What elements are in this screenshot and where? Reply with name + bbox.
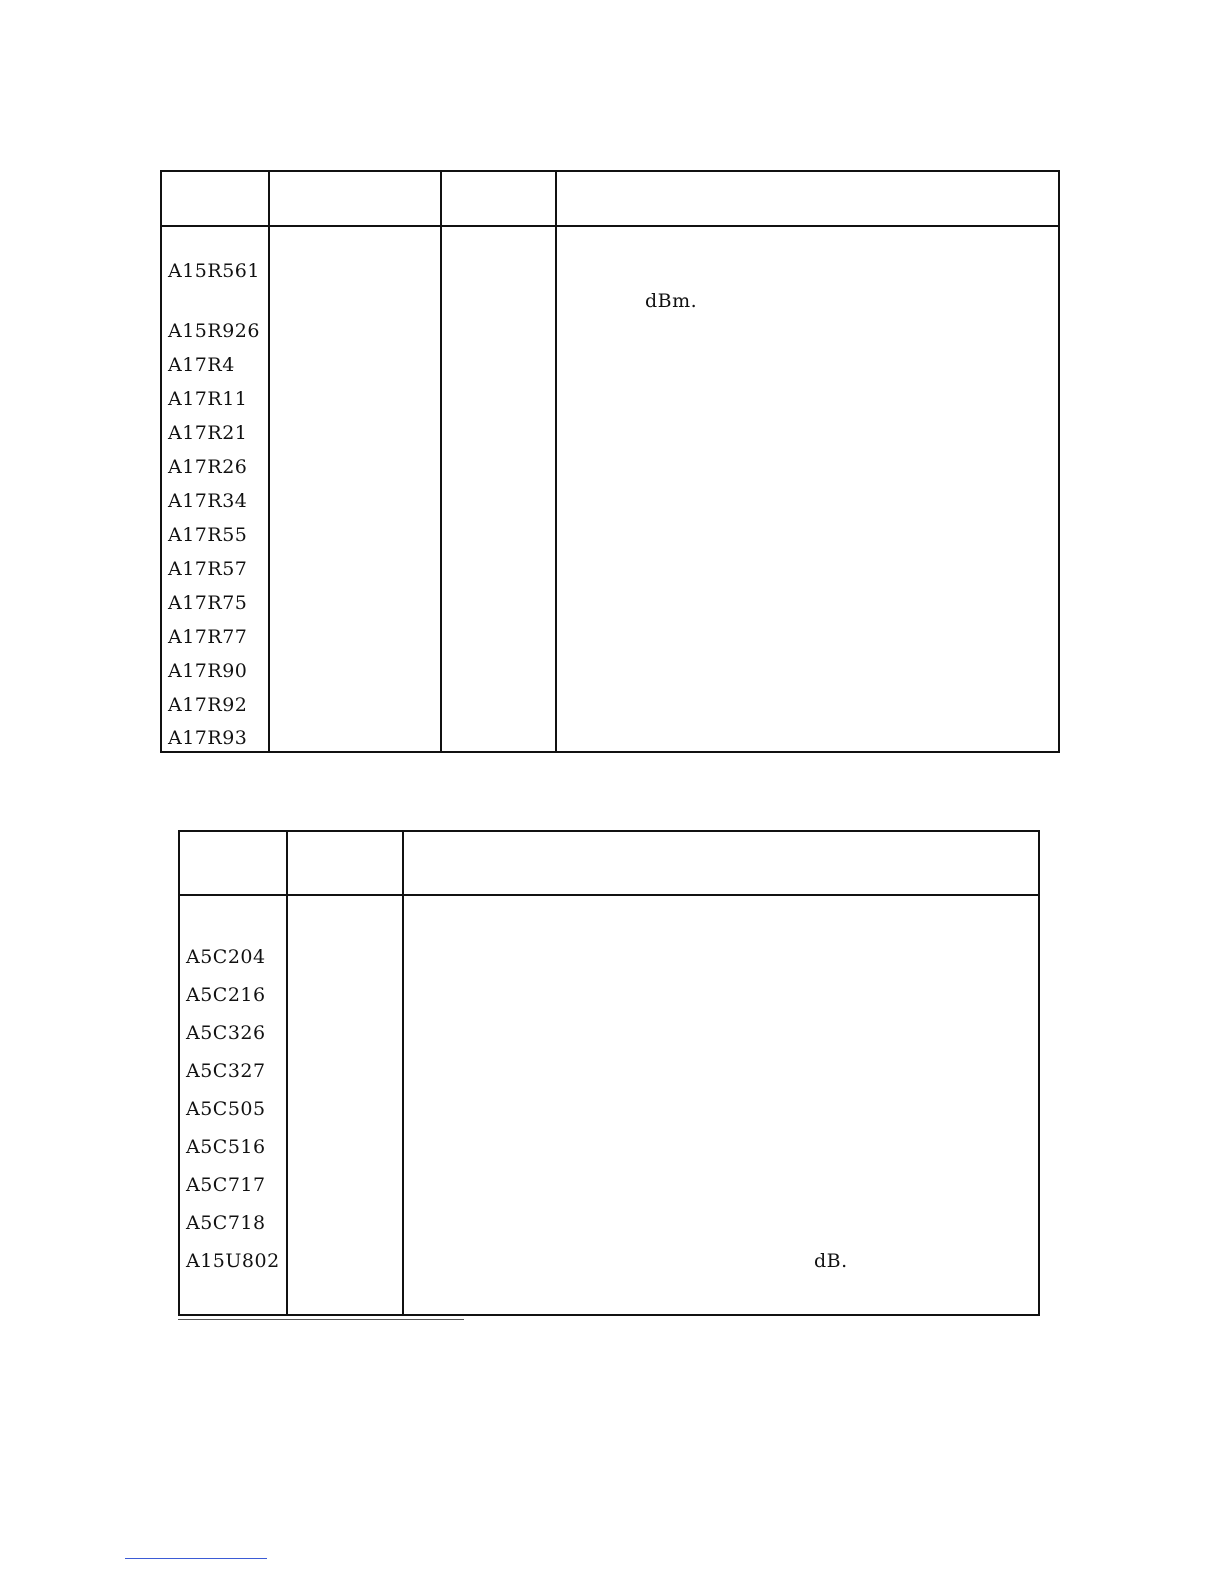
unit-note: dBm. [645, 290, 698, 312]
table-row-designator: A5C204 [186, 946, 266, 968]
table-row-designator: A17R90 [168, 660, 248, 682]
column-divider [402, 832, 404, 1316]
table-row-designator: A15R561 [168, 260, 260, 282]
table-row-designator: A5C718 [186, 1212, 266, 1234]
table-header-divider [180, 894, 1038, 896]
table-row-designator: A17R55 [168, 524, 248, 546]
unit-note: dB. [814, 1250, 848, 1272]
table-bottom-border [178, 1314, 1040, 1316]
table-row-designator: A15U802 [186, 1250, 280, 1272]
table-row-designator: A17R11 [168, 388, 248, 410]
table-row-designator: A17R92 [168, 694, 248, 716]
table-row-designator: A17R57 [168, 558, 248, 580]
table-row-designator: A17R21 [168, 422, 248, 444]
table-row-designator: A17R93 [168, 727, 248, 749]
table-row-designator: A5C505 [186, 1098, 266, 1120]
table-row-designator: A5C717 [186, 1174, 266, 1196]
reference-designator-table-2 [178, 830, 1040, 1316]
table-row-designator: A17R75 [168, 592, 248, 614]
reference-designator-table-1 [160, 170, 1060, 753]
column-divider [268, 172, 270, 751]
table-row-designator: A17R26 [168, 456, 248, 478]
table-bottom-rule [178, 1319, 464, 1320]
column-divider [286, 832, 288, 1316]
table-row-designator: A5C216 [186, 984, 266, 1006]
table-row-designator: A17R4 [168, 354, 235, 376]
table-row-designator: A17R34 [168, 490, 248, 512]
table-row-designator: A5C327 [186, 1060, 266, 1082]
table-row-designator: A5C516 [186, 1136, 266, 1158]
table-header-divider [162, 225, 1058, 227]
footer-rule [125, 1558, 267, 1559]
column-divider [440, 172, 442, 751]
column-divider [555, 172, 557, 751]
table-row-designator: A17R77 [168, 626, 248, 648]
table-row-designator: A15R926 [168, 320, 260, 342]
table-row-designator: A5C326 [186, 1022, 266, 1044]
